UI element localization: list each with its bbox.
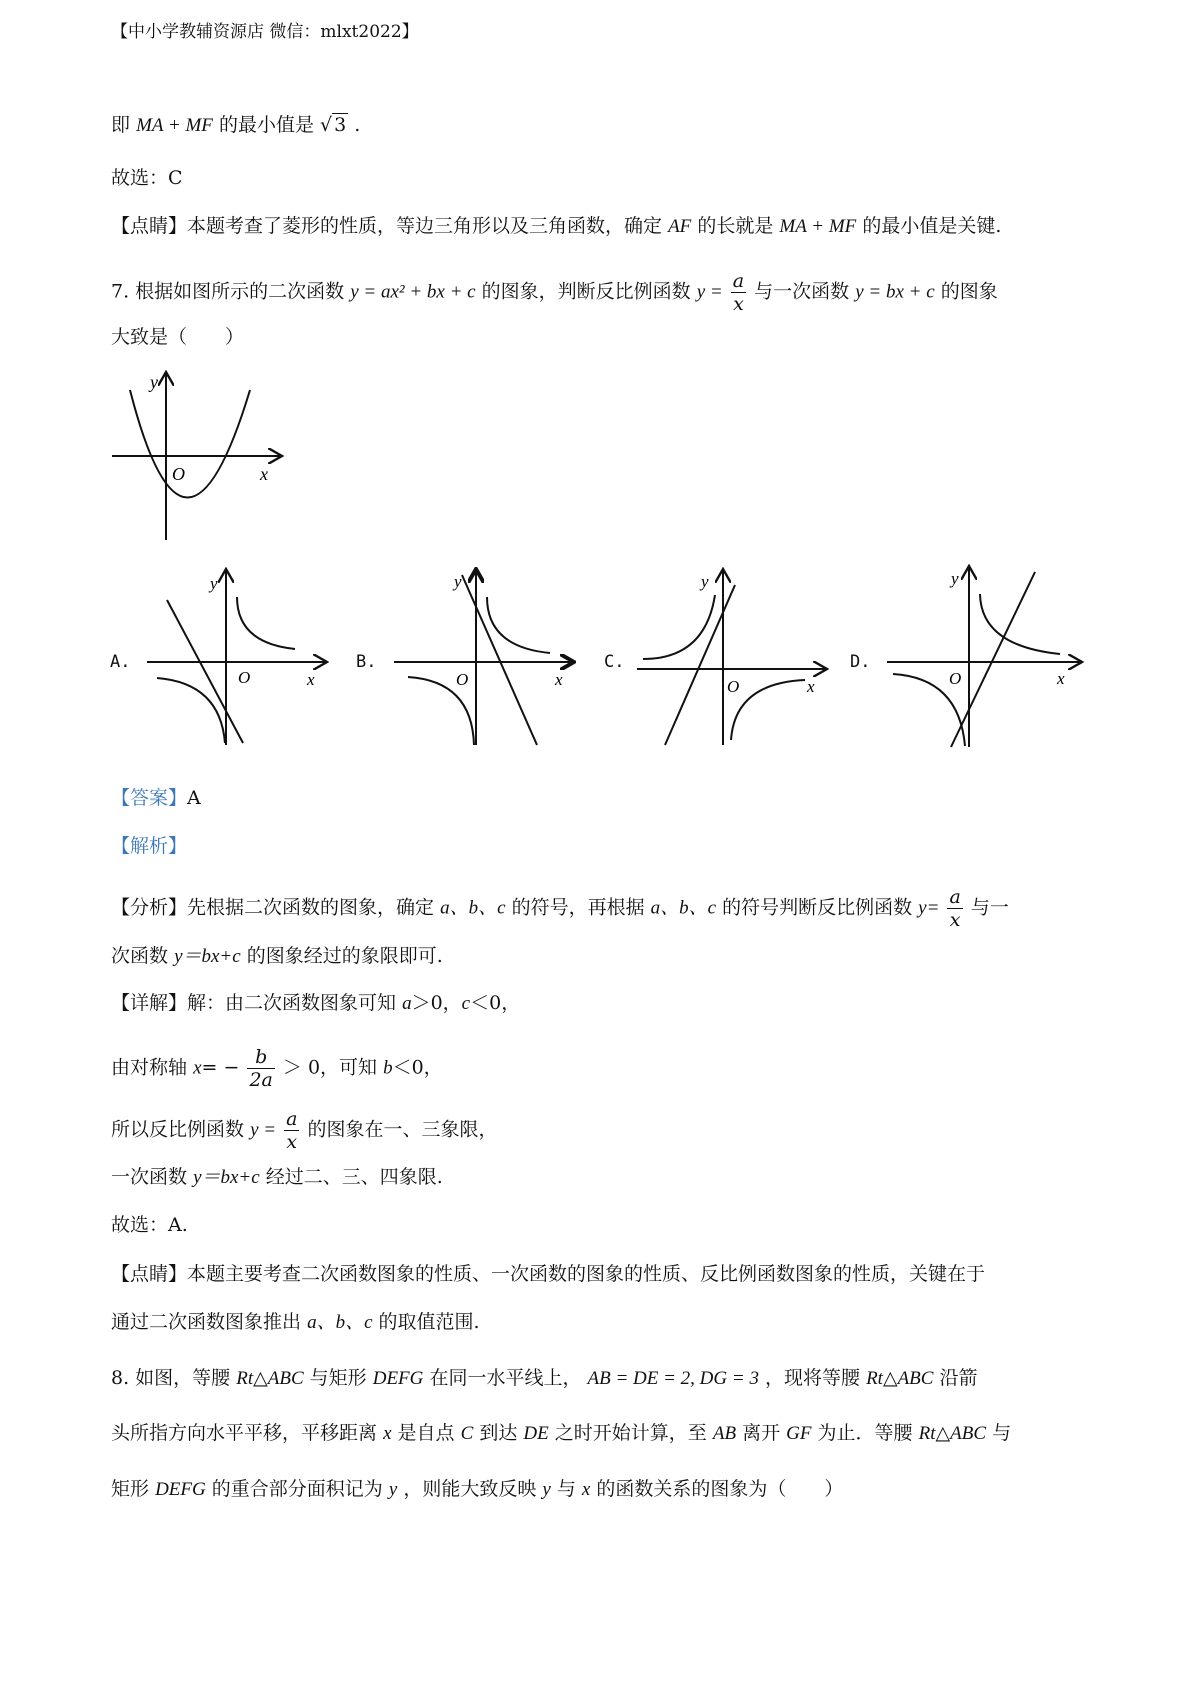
hyperbola-q4 <box>731 680 805 740</box>
text: 的最小值是关键. <box>862 215 1002 237</box>
tag-dianjing: 【点睛】 <box>111 1263 188 1285</box>
var-x: x <box>193 1057 202 1079</box>
inverse-fn-y: y = <box>696 281 723 303</box>
q7-fenxi-line1 <box>111 886 1009 931</box>
var-rt: Rt <box>918 1423 936 1444</box>
q6-comment <box>111 214 1001 239</box>
text: 通过二次函数图象推出 <box>111 1311 302 1333</box>
q7-detail-line3 <box>111 1108 498 1153</box>
tag-analysis: 【解析】 <box>111 835 188 857</box>
x-label: x <box>555 670 563 689</box>
text: 之时开始计算，至 <box>554 1422 707 1444</box>
text: 一次函数 <box>111 1166 188 1188</box>
text: 的图象，判断反比例函数 <box>481 280 691 303</box>
var-c: c <box>461 993 471 1014</box>
linear-fn: y＝bx+c <box>193 1167 260 1188</box>
expr-af: AF <box>668 216 692 237</box>
q7-detail-line2 <box>111 1046 443 1091</box>
frac-num: a <box>949 886 961 908</box>
option-a-label: A. <box>110 652 131 672</box>
y-label: y <box>701 572 709 591</box>
parabola-graph <box>110 370 290 545</box>
frac-den: 2a <box>249 1069 273 1091</box>
q7-fenxi-line2 <box>111 944 443 969</box>
origin-label: O <box>456 670 469 689</box>
q8-line2 <box>111 1421 1011 1446</box>
text: 所以反比例函数 <box>111 1118 245 1141</box>
x-label: x <box>260 464 268 484</box>
text: ＞ 0，可知 <box>282 1056 378 1079</box>
text: 为止．等腰 <box>817 1422 913 1444</box>
x-label: x <box>307 670 315 689</box>
y-label: y <box>210 574 218 593</box>
linear-fn: y＝bx+c <box>174 946 241 967</box>
text: 与一 <box>970 896 1009 919</box>
text: ＜0， <box>392 1056 443 1079</box>
text: 先根据二次函数的图象，确定 <box>187 896 435 919</box>
text: 即 <box>111 114 131 136</box>
text: 本题主要考查二次函数图象的性质、一次函数的图象的性质、反比例函数图象的性质，关键在于 <box>187 1263 986 1285</box>
expr-ma-mf: MA + MF <box>136 115 213 136</box>
line-graph <box>951 572 1035 747</box>
tag-fenxi: 【分析】 <box>111 896 188 919</box>
tag-detail: 【详解】 <box>111 992 188 1014</box>
text: ，现将等腰 <box>765 1367 861 1389</box>
var-b: b <box>383 1057 393 1079</box>
text: 本题考查了菱形的性质，等边三角形以及三角函数，确定 <box>187 215 663 237</box>
var-y: y <box>388 1479 398 1500</box>
text: 7. 根据如图所示的二次函数 <box>111 280 345 303</box>
text: 解：由二次函数图象可知 <box>187 992 397 1014</box>
q7-answer <box>111 786 201 810</box>
tag-dianjing: 【点睛】 <box>111 215 188 237</box>
option-b-label: B. <box>356 652 377 672</box>
triangle-symbol: △ <box>882 1367 898 1389</box>
tag-answer: 【答案】 <box>111 787 188 809</box>
q7-detail-line1 <box>111 991 520 1016</box>
origin-label: O <box>949 669 962 688</box>
sqrt-radicand: 3 <box>334 114 347 136</box>
line-graph <box>665 585 735 745</box>
q8-line3 <box>111 1477 843 1502</box>
var-defg: DEFG <box>155 1479 206 1500</box>
option-d-label: D. <box>850 652 871 672</box>
text: 与 <box>556 1478 576 1500</box>
q7-detail-line4 <box>111 1165 443 1190</box>
text: 的图象 <box>940 280 998 303</box>
var-ab: AB <box>712 1423 737 1444</box>
frac-den: x <box>286 1131 298 1153</box>
q6-min-line <box>111 113 360 138</box>
text: 矩形 <box>111 1478 150 1500</box>
var-rt: Rt <box>866 1368 883 1389</box>
var-x: x <box>581 1479 591 1500</box>
var-x: x <box>383 1423 392 1444</box>
option-a-graph <box>145 565 330 750</box>
q7-comment-line1 <box>111 1262 985 1286</box>
hyperbola-q1 <box>237 597 295 649</box>
frac-num: b <box>247 1046 274 1069</box>
text: 在同一水平线上， <box>429 1367 582 1389</box>
text: ＜0， <box>470 992 521 1014</box>
text: 的符号，再根据 <box>511 896 645 919</box>
text: 的最小值是 <box>218 114 314 136</box>
expr-lengths: AB = DE = 2, DG = 3 <box>587 1368 759 1389</box>
text: 的重合部分面积记为 <box>211 1478 383 1500</box>
hyperbola-q2 <box>643 595 715 659</box>
triangle-symbol: △ <box>935 1422 951 1444</box>
frac-den: x <box>949 909 961 931</box>
text: 与矩形 <box>309 1367 367 1389</box>
q7-stem-line2: 大致是（ ） <box>111 326 245 348</box>
text: 到达 <box>479 1422 518 1444</box>
line-graph <box>462 575 537 745</box>
expr-ma-mf: MA + MF <box>779 216 857 237</box>
text: ，则能大致反映 <box>403 1478 537 1500</box>
text: 由对称轴 <box>111 1056 188 1079</box>
var-a: a <box>402 993 412 1014</box>
frac-num: a <box>286 1108 298 1130</box>
q7-choice: 故选：A. <box>111 1214 188 1236</box>
q6-choice: 故选：C <box>111 167 183 189</box>
text: ＞0， <box>411 992 462 1014</box>
q7-stem-line1 <box>111 270 998 315</box>
line-graph <box>167 600 243 743</box>
quadratic-fn: y = ax² + bx + c <box>350 281 476 303</box>
text: 的长就是 <box>697 215 774 237</box>
fraction-a-over-x <box>947 886 962 931</box>
text: 次函数 <box>111 945 169 967</box>
text: 的取值范围. <box>378 1311 480 1333</box>
text: = − <box>201 1056 240 1079</box>
var-defg: DEFG <box>372 1368 424 1389</box>
x-label: x <box>1057 669 1065 688</box>
option-d-graph <box>885 562 1085 752</box>
answer-value: A <box>187 787 201 809</box>
text: 离开 <box>742 1422 781 1444</box>
text: 头所指方向水平平移，平移距离 <box>111 1422 378 1444</box>
var-de: DE <box>523 1423 549 1444</box>
q7-comment-line2 <box>111 1310 480 1335</box>
option-c-label: C. <box>604 652 625 672</box>
var-abc: a、b、c <box>650 897 717 919</box>
var-abc: a、b、c <box>307 1312 373 1333</box>
frac-den: x <box>733 293 744 315</box>
fraction-a-over-x <box>731 270 746 315</box>
var-gf: GF <box>786 1423 812 1444</box>
q8-line1 <box>111 1366 978 1391</box>
text: 经过二、三、四象限. <box>265 1166 443 1188</box>
y-label: y <box>951 569 959 588</box>
option-b-graph <box>392 565 577 750</box>
inverse-fn-y: y= <box>918 897 940 919</box>
var-abc-tri: ABC <box>267 1368 304 1389</box>
var-abc-tri: ABC <box>950 1423 987 1444</box>
text: 沿箭 <box>939 1367 978 1389</box>
var-abc-tri: ABC <box>897 1368 934 1389</box>
y-label: y <box>150 372 158 392</box>
origin-label: O <box>238 668 251 687</box>
option-c-graph <box>635 565 830 750</box>
origin-label: O <box>172 464 185 484</box>
text: 是自点 <box>397 1422 455 1444</box>
text: . <box>354 114 361 136</box>
var-y: y <box>542 1479 551 1500</box>
hyperbola-q1 <box>487 597 550 653</box>
text: 8. 如图，等腰 <box>111 1367 231 1389</box>
linear-fn: y = bx + c <box>855 281 935 303</box>
fraction-a-over-x <box>284 1108 299 1153</box>
var-c: C <box>460 1423 474 1444</box>
y-label: y <box>454 572 462 591</box>
text: 的符号判断反比例函数 <box>722 896 913 919</box>
var-rt: Rt <box>236 1368 254 1389</box>
text: 的图象在一、三象限， <box>307 1118 498 1141</box>
sqrt-expr: √ 3 <box>320 114 347 136</box>
var-abc: a、b、c <box>440 897 506 919</box>
frac-num: a <box>732 270 745 292</box>
page-header: 【中小学教辅资源店 微信：mlxt2022】 <box>111 22 419 42</box>
parabola-curve <box>130 390 250 498</box>
fraction-b-over-2a <box>247 1046 274 1091</box>
text: 的函数关系的图象为（ ） <box>596 1478 844 1500</box>
hyperbola-q3 <box>157 678 225 743</box>
inverse-fn-y: y = <box>250 1119 277 1141</box>
text: 与 <box>992 1422 1012 1444</box>
x-label: x <box>807 677 815 696</box>
origin-label: O <box>727 677 740 696</box>
triangle-symbol: △ <box>253 1367 268 1389</box>
text: 的图象经过的象限即可. <box>246 945 443 967</box>
text: 与一次函数 <box>754 280 850 303</box>
